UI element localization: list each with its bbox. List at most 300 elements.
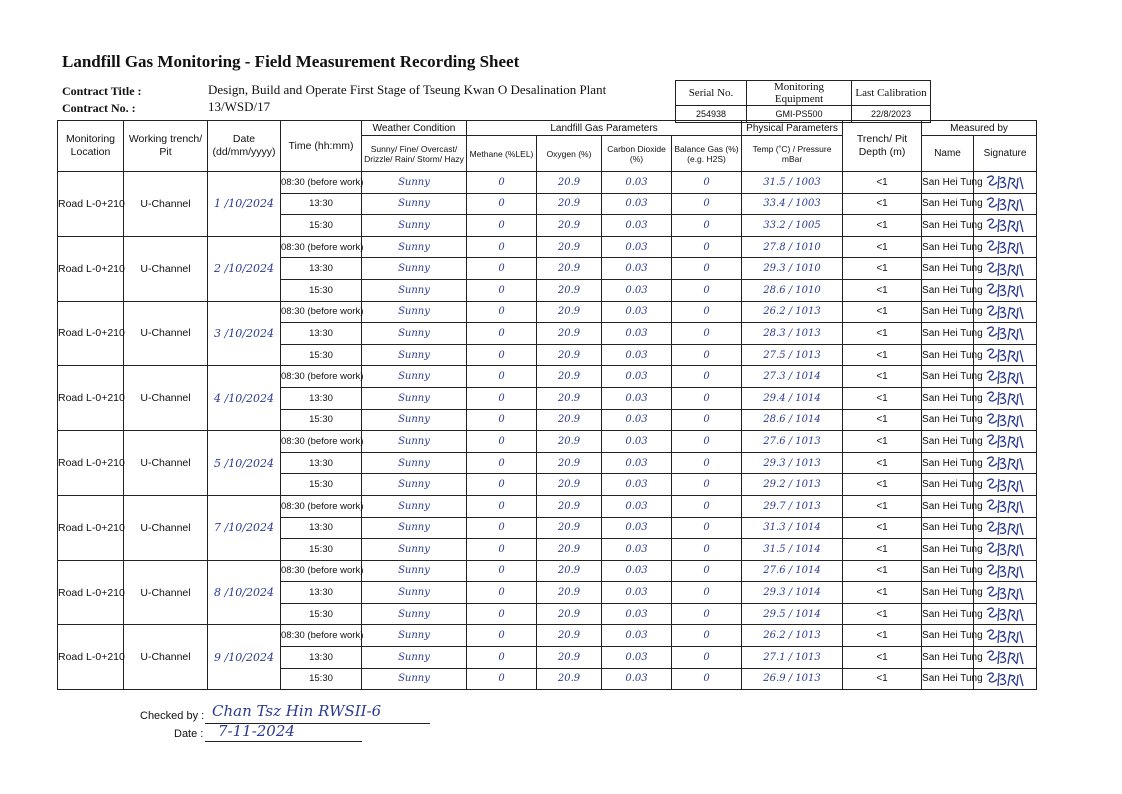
- check-date: 7-11-2024: [218, 722, 295, 740]
- handwritten-signature: [984, 281, 1026, 299]
- location-header: Monitoring Location: [58, 121, 124, 172]
- name-cell: San Hei Tung: [922, 560, 974, 582]
- co2-cell: 0.03: [602, 495, 672, 517]
- temp-pressure-cell: 29.3 / 1014: [742, 582, 843, 604]
- temp-pressure-cell: 28.6 / 1014: [742, 409, 843, 431]
- time-cell: 08:30 (before work): [281, 366, 362, 388]
- co2-cell: 0.03: [602, 474, 672, 496]
- temp-pressure-cell: 26.9 / 1013: [742, 668, 843, 690]
- temp-pressure-cell: 31.5 / 1014: [742, 539, 843, 561]
- oxygen-cell: 20.9: [537, 474, 602, 496]
- depth-cell: <1: [843, 539, 922, 561]
- methane-cell: 0: [467, 323, 537, 345]
- co2-cell: 0.03: [602, 409, 672, 431]
- name-cell: San Hei Tung: [922, 193, 974, 215]
- signature-cell: [974, 323, 1037, 345]
- time-cell: 15:30: [281, 344, 362, 366]
- methane-cell: 0: [467, 258, 537, 280]
- methane-cell: 0: [467, 560, 537, 582]
- co2-cell: 0.03: [602, 387, 672, 409]
- contract-title-label: Contract Title :: [62, 84, 142, 98]
- depth-cell: <1: [843, 301, 922, 323]
- date-cell: 9 /10/2024: [214, 650, 274, 664]
- weather-cell: Sunny: [362, 539, 467, 561]
- name-cell: San Hei Tung: [922, 474, 974, 496]
- table-row: [58, 625, 1037, 647]
- handwritten-signature: [984, 454, 1026, 472]
- date-cell: 8 /10/2024: [214, 586, 274, 600]
- depth-cell: <1: [843, 258, 922, 280]
- signature-cell: [974, 215, 1037, 237]
- weather-cell: Sunny: [362, 193, 467, 215]
- name-cell: San Hei Tung: [922, 172, 974, 194]
- balance-gas-cell: 0: [672, 215, 742, 237]
- temp-pressure-cell: 27.5 / 1013: [742, 344, 843, 366]
- weather-cell: Sunny: [362, 603, 467, 625]
- checked-by-label: Checked by :: [140, 710, 205, 722]
- co2-cell: 0.03: [602, 193, 672, 215]
- signature-cell: [974, 625, 1037, 647]
- name-cell: San Hei Tung: [922, 668, 974, 690]
- temp-pressure-cell: 26.2 / 1013: [742, 301, 843, 323]
- location-cell: Road L-0+210: [58, 172, 124, 237]
- time-cell: 13:30: [281, 517, 362, 539]
- balance-gas-cell: 0: [672, 193, 742, 215]
- signature-cell: [974, 344, 1037, 366]
- oxygen-cell: 20.9: [537, 344, 602, 366]
- name-cell: San Hei Tung: [922, 301, 974, 323]
- handwritten-signature: [984, 562, 1026, 580]
- depth-cell: <1: [843, 474, 922, 496]
- temp-pressure-cell: 28.3 / 1013: [742, 323, 843, 345]
- temp-pressure-cell: 29.3 / 1010: [742, 258, 843, 280]
- balance-gas-cell: 0: [672, 279, 742, 301]
- handwritten-signature: [984, 368, 1026, 386]
- oxygen-cell: 20.9: [537, 193, 602, 215]
- oxygen-cell: 20.9: [537, 258, 602, 280]
- balance-gas-cell: 0: [672, 344, 742, 366]
- balance-gas-cell: 0: [672, 323, 742, 345]
- co2-cell: 0.03: [602, 539, 672, 561]
- signature-cell: [974, 301, 1037, 323]
- methane-cell: 0: [467, 431, 537, 453]
- time-cell: 15:30: [281, 603, 362, 625]
- weather-cell: Sunny: [362, 495, 467, 517]
- temp-pressure-cell: 29.5 / 1014: [742, 603, 843, 625]
- signature-cell: [974, 668, 1037, 690]
- temp-pressure-cell: 33.4 / 1003: [742, 193, 843, 215]
- depth-cell: <1: [843, 409, 922, 431]
- depth-cell: <1: [843, 236, 922, 258]
- handwritten-signature: [984, 648, 1026, 666]
- methane-cell: 0: [467, 301, 537, 323]
- time-cell: 15:30: [281, 539, 362, 561]
- balance-gas-cell: 0: [672, 452, 742, 474]
- methane-cell: 0: [467, 452, 537, 474]
- oxygen-cell: 20.9: [537, 387, 602, 409]
- methane-cell: 0: [467, 409, 537, 431]
- checked-by-name: Chan Tsz Hin RWSII-6: [212, 702, 382, 720]
- handwritten-signature: [984, 303, 1026, 321]
- check-date-label: Date :: [174, 728, 204, 740]
- equipment-info-table: [675, 80, 931, 123]
- methane-cell: 0: [467, 279, 537, 301]
- depth-cell: <1: [843, 603, 922, 625]
- depth-cell: <1: [843, 215, 922, 237]
- weather-cell: Sunny: [362, 452, 467, 474]
- temp-pressure-cell: 26.2 / 1013: [742, 625, 843, 647]
- name-cell: San Hei Tung: [922, 625, 974, 647]
- handwritten-signature: [984, 605, 1026, 623]
- oxygen-cell: 20.9: [537, 323, 602, 345]
- balance-gas-cell: 0: [672, 668, 742, 690]
- temp-pressure-cell: 31.3 / 1014: [742, 517, 843, 539]
- handwritten-signature: [984, 432, 1026, 450]
- balance-gas-cell: 0: [672, 495, 742, 517]
- time-cell: 15:30: [281, 215, 362, 237]
- table-row: [58, 431, 1037, 453]
- oxygen-cell: 20.9: [537, 236, 602, 258]
- temp-pressure-cell: 27.1 / 1013: [742, 647, 843, 669]
- time-cell: 15:30: [281, 474, 362, 496]
- time-cell: 15:30: [281, 409, 362, 431]
- signature-cell: [974, 431, 1037, 453]
- handwritten-signature: [984, 260, 1026, 278]
- weather-cell: Sunny: [362, 625, 467, 647]
- handwritten-signature: [984, 346, 1026, 364]
- oxygen-cell: 20.9: [537, 582, 602, 604]
- depth-cell: <1: [843, 668, 922, 690]
- handwritten-signature: [984, 497, 1026, 515]
- co2-cell: 0.03: [602, 668, 672, 690]
- weather-cell: Sunny: [362, 517, 467, 539]
- time-cell: 08:30 (before work): [281, 172, 362, 194]
- temp-pressure-cell: 29.4 / 1014: [742, 387, 843, 409]
- balance-gas-cell: 0: [672, 431, 742, 453]
- date-cell: 7 /10/2024: [214, 521, 274, 535]
- temp-pressure-cell: 33.2 / 1005: [742, 215, 843, 237]
- time-cell: 15:30: [281, 668, 362, 690]
- signature-header: Signature: [974, 136, 1037, 172]
- weather-cell: Sunny: [362, 409, 467, 431]
- oxygen-cell: 20.9: [537, 625, 602, 647]
- time-cell: 13:30: [281, 452, 362, 474]
- measured-by-header: Measured by: [922, 121, 1037, 136]
- pit-cell: U-Channel: [124, 366, 208, 431]
- depth-cell: <1: [843, 647, 922, 669]
- methane-cell: 0: [467, 236, 537, 258]
- table-row: [58, 172, 1037, 194]
- methane-cell: 0: [467, 582, 537, 604]
- name-cell: San Hei Tung: [922, 452, 974, 474]
- contract-title: Design, Build and Operate First Stage of Tseung Kwan O Desalination Plant: [208, 82, 607, 97]
- table-row: [58, 301, 1037, 323]
- weather-cell: Sunny: [362, 647, 467, 669]
- methane-cell: 0: [467, 193, 537, 215]
- weather-cell: Sunny: [362, 279, 467, 301]
- co2-cell: 0.03: [602, 236, 672, 258]
- balance-gas-cell: 0: [672, 366, 742, 388]
- location-cell: Road L-0+210: [58, 236, 124, 301]
- table-row: [58, 560, 1037, 582]
- name-cell: San Hei Tung: [922, 236, 974, 258]
- methane-cell: 0: [467, 495, 537, 517]
- time-cell: 08:30 (before work): [281, 236, 362, 258]
- oxygen-cell: 20.9: [537, 301, 602, 323]
- date-cell: 1 /10/2024: [214, 197, 274, 211]
- name-cell: San Hei Tung: [922, 387, 974, 409]
- equipment-header: Monitoring Equipment: [747, 81, 852, 106]
- co2-cell: 0.03: [602, 323, 672, 345]
- name-cell: San Hei Tung: [922, 215, 974, 237]
- weather-cell: Sunny: [362, 172, 467, 194]
- oxygen-header: Oxygen (%): [537, 136, 602, 172]
- temp-pressure-cell: 29.3 / 1013: [742, 452, 843, 474]
- handwritten-signature: [984, 238, 1026, 256]
- balance-gas-cell: 0: [672, 258, 742, 280]
- location-cell: Road L-0+210: [58, 431, 124, 496]
- co2-header: Carbon Dioxide (%): [602, 136, 672, 172]
- name-cell: San Hei Tung: [922, 647, 974, 669]
- balance-gas-cell: 0: [672, 301, 742, 323]
- location-cell: Road L-0+210: [58, 625, 124, 690]
- time-cell: 08:30 (before work): [281, 431, 362, 453]
- co2-cell: 0.03: [602, 582, 672, 604]
- handwritten-signature: [984, 216, 1026, 234]
- pit-cell: U-Channel: [124, 560, 208, 625]
- weather-cell: Sunny: [362, 215, 467, 237]
- location-cell: Road L-0+210: [58, 560, 124, 625]
- time-cell: 08:30 (before work): [281, 560, 362, 582]
- weather-cell: Sunny: [362, 387, 467, 409]
- time-header: Time (hh:mm): [281, 121, 362, 172]
- measurement-table: [57, 120, 1037, 690]
- balance-gas-cell: 0: [672, 603, 742, 625]
- time-cell: 13:30: [281, 258, 362, 280]
- date-cell: 5 /10/2024: [214, 456, 274, 470]
- oxygen-cell: 20.9: [537, 431, 602, 453]
- methane-cell: 0: [467, 603, 537, 625]
- depth-cell: <1: [843, 172, 922, 194]
- temp-pressure-cell: 29.7 / 1013: [742, 495, 843, 517]
- name-cell: San Hei Tung: [922, 279, 974, 301]
- weather-cell: Sunny: [362, 258, 467, 280]
- methane-cell: 0: [467, 344, 537, 366]
- handwritten-signature: [984, 173, 1026, 191]
- temp-pressure-cell: 31.5 / 1003: [742, 172, 843, 194]
- time-cell: 13:30: [281, 387, 362, 409]
- name-cell: San Hei Tung: [922, 539, 974, 561]
- contract-no: 13/WSD/17: [208, 99, 271, 114]
- signature-cell: [974, 193, 1037, 215]
- co2-cell: 0.03: [602, 279, 672, 301]
- depth-header: Trench/ Pit Depth (m): [843, 121, 922, 172]
- oxygen-cell: 20.9: [537, 172, 602, 194]
- pit-cell: U-Channel: [124, 495, 208, 560]
- handwritten-signature: [984, 584, 1026, 602]
- co2-cell: 0.03: [602, 560, 672, 582]
- handwritten-signature: [984, 324, 1026, 342]
- depth-cell: <1: [843, 625, 922, 647]
- time-cell: 15:30: [281, 279, 362, 301]
- pit-header: Working trench/ Pit: [124, 121, 208, 172]
- depth-cell: <1: [843, 582, 922, 604]
- co2-cell: 0.03: [602, 431, 672, 453]
- pit-cell: U-Channel: [124, 172, 208, 237]
- oxygen-cell: 20.9: [537, 603, 602, 625]
- handwritten-signature: [984, 540, 1026, 558]
- oxygen-cell: 20.9: [537, 560, 602, 582]
- oxygen-cell: 20.9: [537, 668, 602, 690]
- calibration-date: 22/8/2023: [852, 106, 931, 123]
- balance-gas-cell: 0: [672, 517, 742, 539]
- depth-cell: <1: [843, 193, 922, 215]
- handwritten-signature: [984, 519, 1026, 537]
- handwritten-signature: [984, 476, 1026, 494]
- name-cell: San Hei Tung: [922, 323, 974, 345]
- oxygen-cell: 20.9: [537, 539, 602, 561]
- temp-pressure-cell: 28.6 / 1010: [742, 279, 843, 301]
- gas-parameters-header: Landfill Gas Parameters: [467, 121, 742, 136]
- co2-cell: 0.03: [602, 258, 672, 280]
- handwritten-signature: [984, 411, 1026, 429]
- balance-gas-cell: 0: [672, 387, 742, 409]
- depth-cell: <1: [843, 279, 922, 301]
- balance-gas-cell: 0: [672, 474, 742, 496]
- signature-cell: [974, 603, 1037, 625]
- balance-gas-cell: 0: [672, 647, 742, 669]
- name-cell: San Hei Tung: [922, 366, 974, 388]
- weather-cell: Sunny: [362, 366, 467, 388]
- equipment: GMI-PS500: [747, 106, 852, 123]
- weather-cell: Sunny: [362, 582, 467, 604]
- handwritten-signature: [984, 389, 1026, 407]
- time-cell: 13:30: [281, 193, 362, 215]
- name-cell: San Hei Tung: [922, 344, 974, 366]
- location-cell: Road L-0+210: [58, 366, 124, 431]
- contract-no-label: Contract No. :: [62, 101, 136, 115]
- weather-cell: Sunny: [362, 474, 467, 496]
- co2-cell: 0.03: [602, 647, 672, 669]
- oxygen-cell: 20.9: [537, 366, 602, 388]
- weather-cell: Sunny: [362, 668, 467, 690]
- balance-gas-cell: 0: [672, 172, 742, 194]
- temp-pressure-cell: 27.8 / 1010: [742, 236, 843, 258]
- co2-cell: 0.03: [602, 517, 672, 539]
- oxygen-cell: 20.9: [537, 215, 602, 237]
- co2-cell: 0.03: [602, 366, 672, 388]
- weather-cell: Sunny: [362, 431, 467, 453]
- name-cell: San Hei Tung: [922, 582, 974, 604]
- table-row: [58, 366, 1037, 388]
- time-cell: 08:30 (before work): [281, 625, 362, 647]
- balance-gas-cell: 0: [672, 236, 742, 258]
- depth-cell: <1: [843, 344, 922, 366]
- oxygen-cell: 20.9: [537, 279, 602, 301]
- temp-pressure-header: Temp (˚C) / Pressure mBar: [742, 136, 843, 172]
- co2-cell: 0.03: [602, 344, 672, 366]
- methane-cell: 0: [467, 539, 537, 561]
- depth-cell: <1: [843, 517, 922, 539]
- date-cell: 3 /10/2024: [214, 326, 274, 340]
- temp-pressure-cell: 27.6 / 1014: [742, 560, 843, 582]
- signature-cell: [974, 258, 1037, 280]
- balance-gas-cell: 0: [672, 560, 742, 582]
- methane-cell: 0: [467, 625, 537, 647]
- temp-pressure-cell: 29.2 / 1013: [742, 474, 843, 496]
- serial-no: 254938: [676, 106, 747, 123]
- weather-cell: Sunny: [362, 344, 467, 366]
- pit-cell: U-Channel: [124, 301, 208, 366]
- methane-cell: 0: [467, 474, 537, 496]
- co2-cell: 0.03: [602, 625, 672, 647]
- signature-cell: [974, 172, 1037, 194]
- signature-cell: [974, 409, 1037, 431]
- location-cell: Road L-0+210: [58, 301, 124, 366]
- depth-cell: <1: [843, 560, 922, 582]
- time-cell: 13:30: [281, 647, 362, 669]
- depth-cell: <1: [843, 452, 922, 474]
- time-cell: 08:30 (before work): [281, 301, 362, 323]
- signature-cell: [974, 539, 1037, 561]
- signature-cell: [974, 582, 1037, 604]
- balance-gas-cell: 0: [672, 409, 742, 431]
- oxygen-cell: 20.9: [537, 517, 602, 539]
- weather-header: Weather Condition: [362, 121, 467, 136]
- temp-pressure-cell: 27.6 / 1013: [742, 431, 843, 453]
- table-row: [58, 495, 1037, 517]
- oxygen-cell: 20.9: [537, 409, 602, 431]
- oxygen-cell: 20.9: [537, 647, 602, 669]
- methane-cell: 0: [467, 517, 537, 539]
- methane-cell: 0: [467, 647, 537, 669]
- signature-cell: [974, 236, 1037, 258]
- name-cell: San Hei Tung: [922, 495, 974, 517]
- co2-cell: 0.03: [602, 215, 672, 237]
- location-cell: Road L-0+210: [58, 495, 124, 560]
- methane-cell: 0: [467, 668, 537, 690]
- co2-cell: 0.03: [602, 603, 672, 625]
- pit-cell: U-Channel: [124, 431, 208, 496]
- methane-cell: 0: [467, 366, 537, 388]
- name-cell: San Hei Tung: [922, 517, 974, 539]
- date-cell: 4 /10/2024: [214, 391, 274, 405]
- weather-cell: Sunny: [362, 236, 467, 258]
- name-cell: San Hei Tung: [922, 409, 974, 431]
- temp-pressure-cell: 27.3 / 1014: [742, 366, 843, 388]
- balance-gas-cell: 0: [672, 539, 742, 561]
- signature-cell: [974, 560, 1037, 582]
- physical-parameters-header: Physical Parameters: [742, 121, 843, 136]
- co2-cell: 0.03: [602, 301, 672, 323]
- oxygen-cell: 20.9: [537, 495, 602, 517]
- pit-cell: U-Channel: [124, 625, 208, 690]
- depth-cell: <1: [843, 366, 922, 388]
- balance-gas-cell: 0: [672, 625, 742, 647]
- handwritten-signature: [984, 670, 1026, 688]
- handwritten-signature: [984, 195, 1026, 213]
- signature-cell: [974, 452, 1037, 474]
- signature-cell: [974, 366, 1037, 388]
- weather-cell: Sunny: [362, 323, 467, 345]
- signature-cell: [974, 517, 1037, 539]
- depth-cell: <1: [843, 431, 922, 453]
- name-cell: San Hei Tung: [922, 603, 974, 625]
- time-cell: 13:30: [281, 582, 362, 604]
- signature-cell: [974, 647, 1037, 669]
- handwritten-signature: [984, 627, 1026, 645]
- co2-cell: 0.03: [602, 452, 672, 474]
